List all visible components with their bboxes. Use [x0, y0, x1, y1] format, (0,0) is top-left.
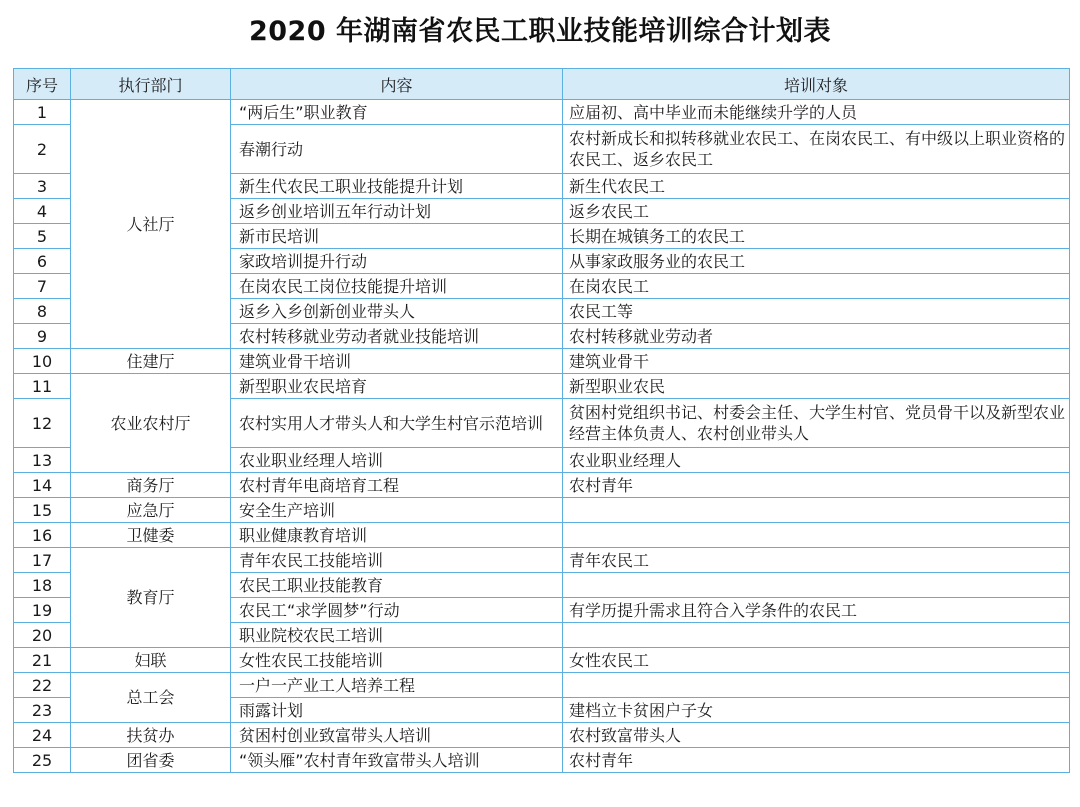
target-cell: 返乡农民工: [563, 199, 1070, 224]
header-no: 序号: [14, 69, 71, 100]
content-cell: 青年农民工技能培训: [231, 548, 563, 573]
header-dept: 执行部门: [71, 69, 231, 100]
content-cell: “两后生”职业教育: [231, 100, 563, 125]
content-cell: 春潮行动: [231, 125, 563, 174]
table-body: [14, 100, 1070, 773]
row-no: 3: [14, 174, 71, 199]
page-title: 2020 年湖南省农民工职业技能培训综合计划表: [248, 16, 832, 47]
content-cell: 家政培训提升行动: [231, 249, 563, 274]
dept-cell: 妇联: [71, 648, 231, 673]
content-cell: 在岗农民工岗位技能提升培训: [231, 274, 563, 299]
target-cell: [563, 498, 1070, 523]
dept-cell: 团省委: [71, 748, 231, 773]
content-cell: 农民工职业技能教育: [231, 573, 563, 598]
table-row: [14, 349, 1070, 374]
target-cell: 在岗农民工: [563, 274, 1070, 299]
content-cell: 职业健康教育培训: [231, 523, 563, 548]
row-no: 6: [14, 249, 71, 274]
target-cell: 农村青年: [563, 473, 1070, 498]
training-plan-table: [13, 68, 1070, 773]
row-no: 21: [14, 648, 71, 673]
table-row: [14, 648, 1070, 673]
row-no: 10: [14, 349, 71, 374]
row-no: 19: [14, 598, 71, 623]
content-cell: 新型职业农民培育: [231, 374, 563, 399]
table-row: [14, 748, 1070, 773]
target-cell: [563, 523, 1070, 548]
target-cell: [563, 673, 1070, 698]
row-no: 5: [14, 224, 71, 249]
dept-cell: 教育厅: [71, 548, 231, 648]
content-cell: 新生代农民工职业技能提升计划: [231, 174, 563, 199]
content-cell: 返乡创业培训五年行动计划: [231, 199, 563, 224]
target-cell: 长期在城镇务工的农民工: [563, 224, 1070, 249]
content-cell: 一户一产业工人培养工程: [231, 673, 563, 698]
content-cell: 职业院校农民工培训: [231, 623, 563, 648]
content-cell: 女性农民工技能培训: [231, 648, 563, 673]
dept-cell: 总工会: [71, 673, 231, 723]
dept-cell: 农业农村厅: [71, 374, 231, 473]
table-row: [14, 100, 1070, 125]
header-target: 培训对象: [563, 69, 1070, 100]
content-cell: 农村青年电商培育工程: [231, 473, 563, 498]
dept-cell: 应急厅: [71, 498, 231, 523]
row-no: 9: [14, 324, 71, 349]
target-cell: 新生代农民工: [563, 174, 1070, 199]
target-cell: 女性农民工: [563, 648, 1070, 673]
table-row: [14, 473, 1070, 498]
content-cell: 返乡入乡创新创业带头人: [231, 299, 563, 324]
target-cell: 农业职业经理人: [563, 448, 1070, 473]
table-row: [14, 673, 1070, 698]
target-cell: 农村转移就业劳动者: [563, 324, 1070, 349]
content-cell: 雨露计划: [231, 698, 563, 723]
row-no: 25: [14, 748, 71, 773]
target-cell: [563, 573, 1070, 598]
row-no: 2: [14, 125, 71, 174]
target-cell: 有学历提升需求且符合入学条件的农民工: [563, 598, 1070, 623]
content-cell: 农村实用人才带头人和大学生村官示范培训: [231, 399, 563, 448]
content-cell: 农村转移就业劳动者就业技能培训: [231, 324, 563, 349]
table-row: [14, 723, 1070, 748]
row-no: 20: [14, 623, 71, 648]
table-row: [14, 498, 1070, 523]
content-cell: 安全生产培训: [231, 498, 563, 523]
row-no: 24: [14, 723, 71, 748]
dept-cell: 卫健委: [71, 523, 231, 548]
content-cell: 建筑业骨干培训: [231, 349, 563, 374]
row-no: 4: [14, 199, 71, 224]
target-cell: 建筑业骨干: [563, 349, 1070, 374]
content-cell: “领头雁”农村青年致富带头人培训: [231, 748, 563, 773]
target-cell: 新型职业农民: [563, 374, 1070, 399]
target-cell: 青年农民工: [563, 548, 1070, 573]
row-no: 8: [14, 299, 71, 324]
row-no: 12: [14, 399, 71, 448]
target-cell: 农民工等: [563, 299, 1070, 324]
dept-cell: 住建厅: [71, 349, 231, 374]
row-no: 17: [14, 548, 71, 573]
dept-cell: 扶贫办: [71, 723, 231, 748]
table-header: [14, 69, 1070, 100]
row-no: 16: [14, 523, 71, 548]
target-cell: [563, 623, 1070, 648]
row-no: 14: [14, 473, 71, 498]
row-no: 1: [14, 100, 71, 125]
row-no: 22: [14, 673, 71, 698]
content-cell: 新市民培训: [231, 224, 563, 249]
target-cell: 农村致富带头人: [563, 723, 1070, 748]
header-content: 内容: [231, 69, 563, 100]
row-no: 7: [14, 274, 71, 299]
row-no: 13: [14, 448, 71, 473]
content-cell: 贫困村创业致富带头人培训: [231, 723, 563, 748]
dept-cell: 人社厅: [71, 100, 231, 349]
content-cell: 农民工“求学圆梦”行动: [231, 598, 563, 623]
row-no: 18: [14, 573, 71, 598]
target-cell: 农村新成长和拟转移就业农民工、在岗农民工、有中级以上职业资格的农民工、返乡农民工: [563, 125, 1070, 174]
dept-cell: 商务厅: [71, 473, 231, 498]
target-cell: 从事家政服务业的农民工: [563, 249, 1070, 274]
row-no: 15: [14, 498, 71, 523]
row-no: 11: [14, 374, 71, 399]
target-cell: 建档立卡贫困户子女: [563, 698, 1070, 723]
content-cell: 农业职业经理人培训: [231, 448, 563, 473]
table-row: [14, 523, 1070, 548]
table-row: [14, 374, 1070, 399]
target-cell: 应届初、高中毕业而未能继续升学的人员: [563, 100, 1070, 125]
target-cell: 贫困村党组织书记、村委会主任、大学生村官、党员骨干以及新型农业经营主体负责人、农村创业带头人: [563, 399, 1070, 448]
row-no: 23: [14, 698, 71, 723]
table-row: [14, 548, 1070, 573]
target-cell: 农村青年: [563, 748, 1070, 773]
